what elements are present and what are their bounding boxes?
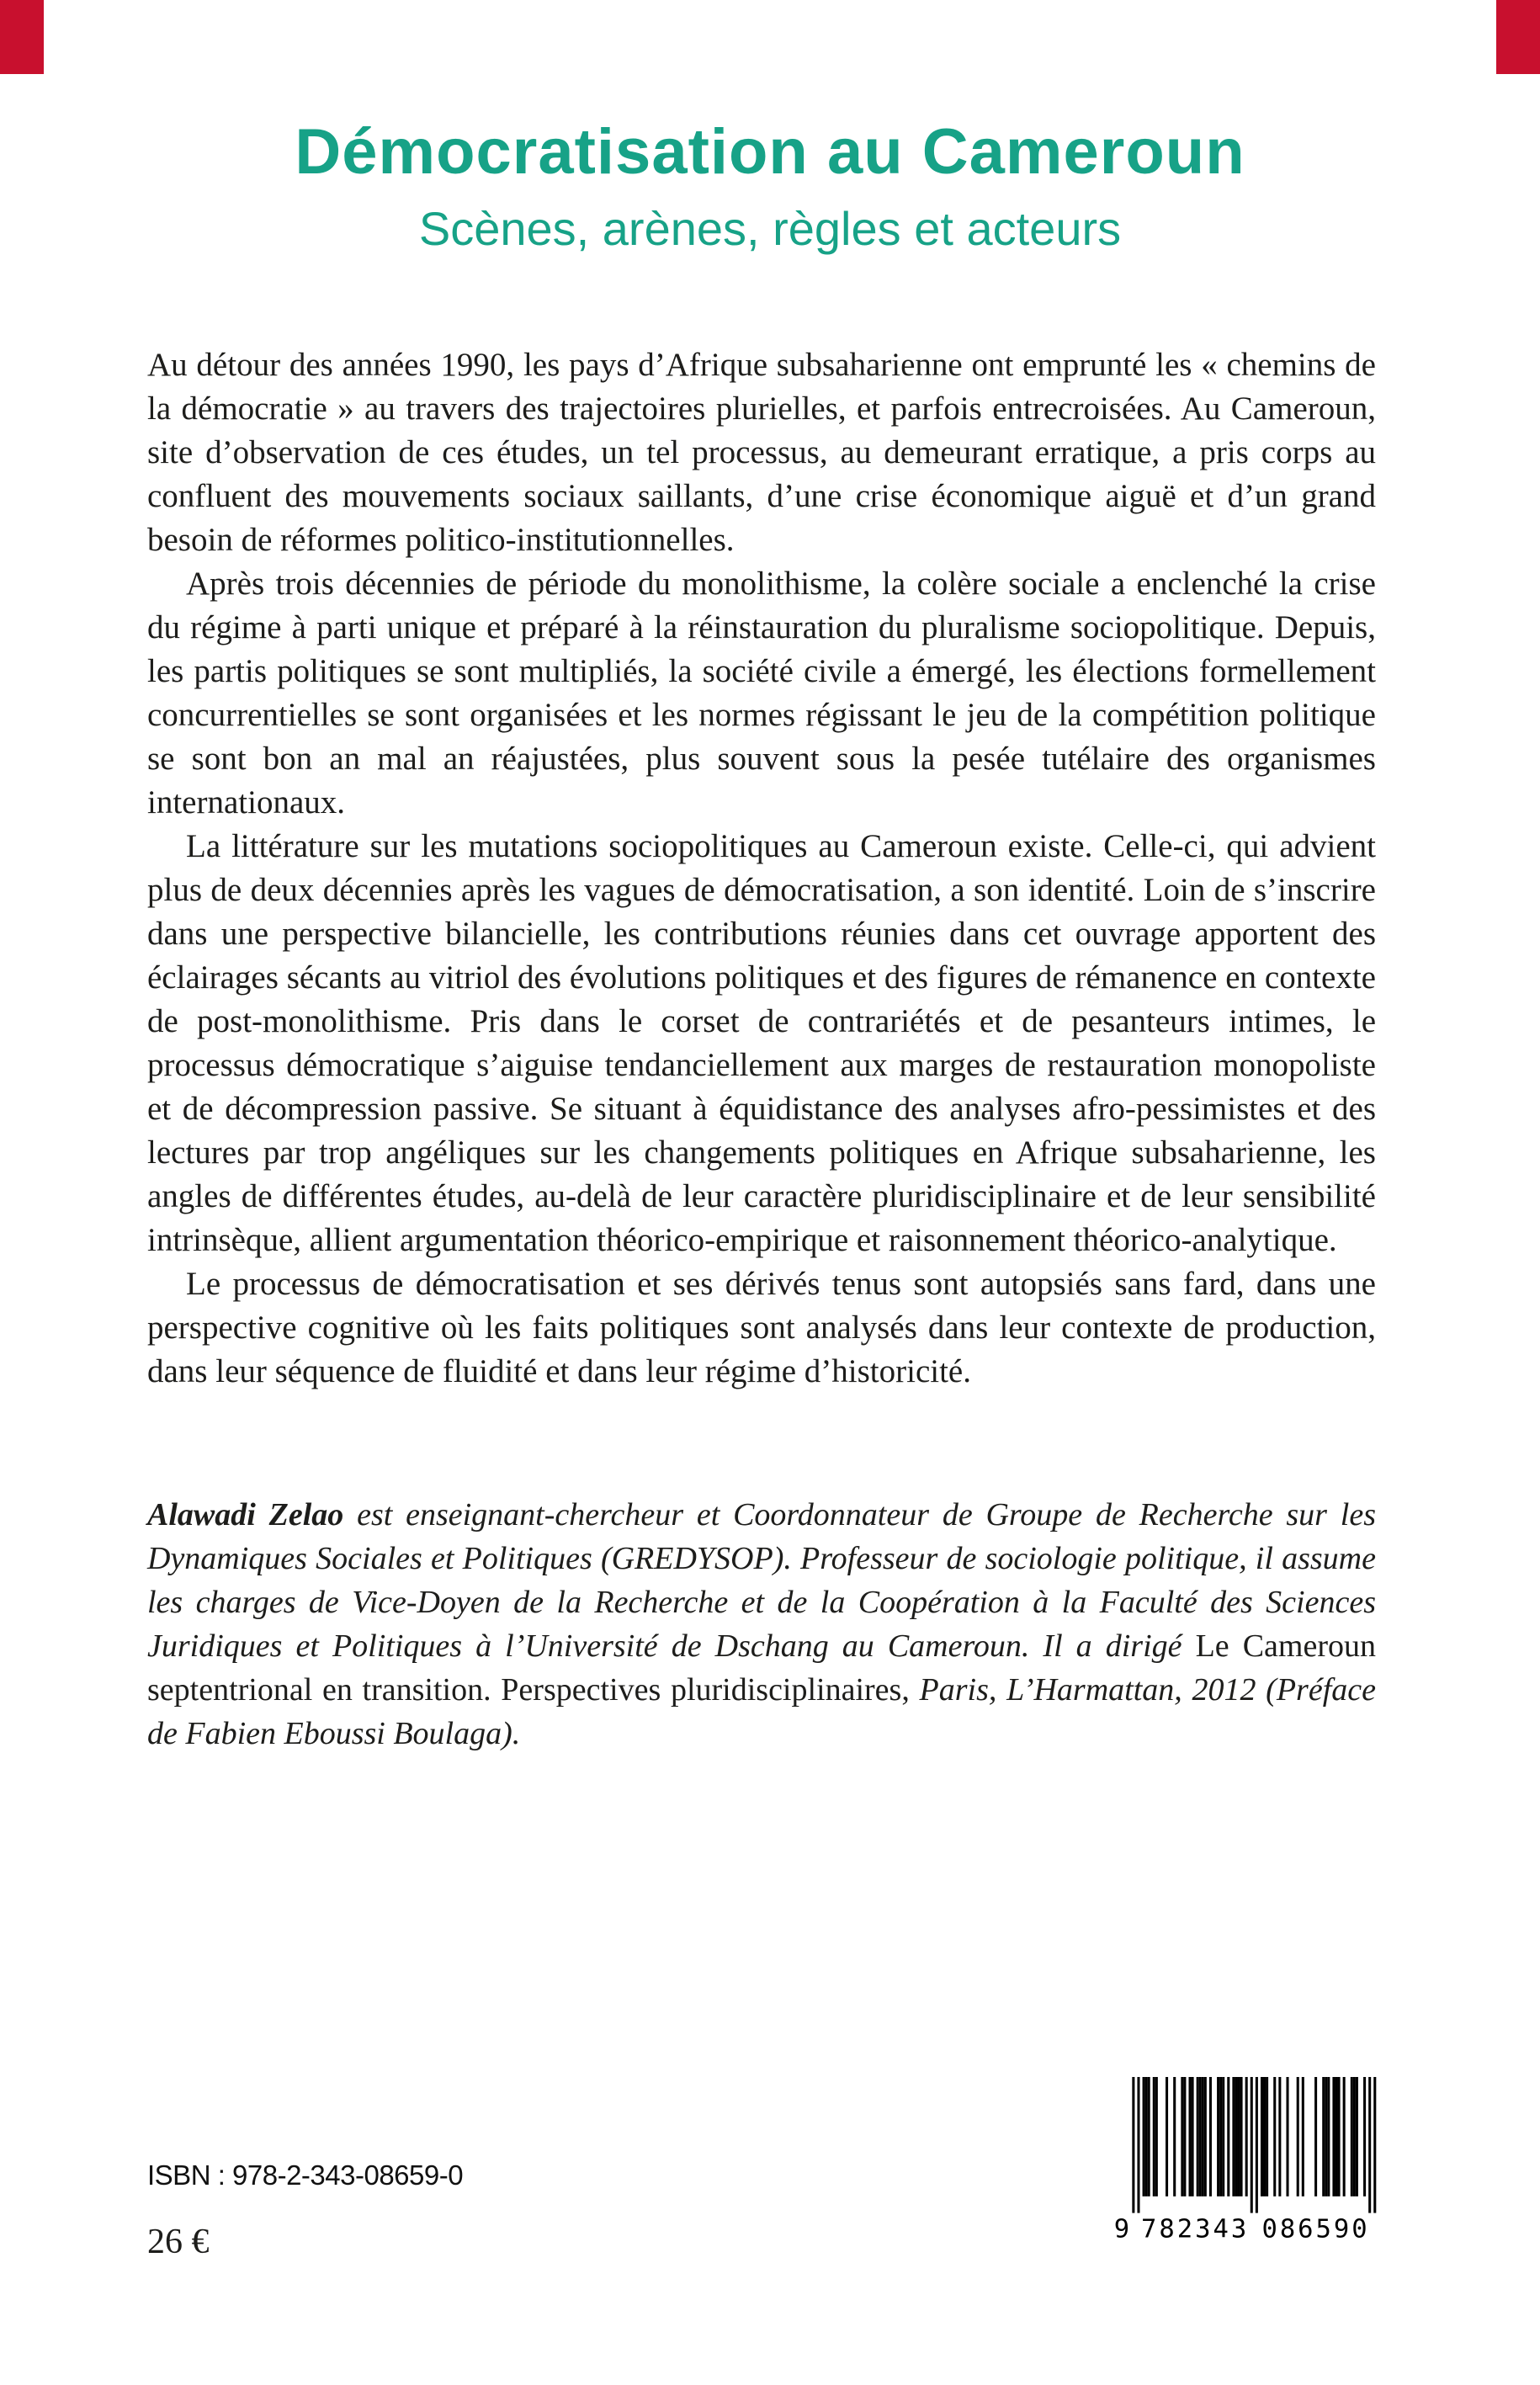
- ean13-barcode: [1113, 2077, 1378, 2242]
- svg-text:3: 3: [1230, 2214, 1247, 2242]
- corner-mark-top-right: [1496, 0, 1540, 74]
- book-subtitle: Scènes, arènes, règles et acteurs: [418, 202, 1122, 255]
- bio-text-1: est enseignant-chercheur et Coordonnateur de Groupe de Recherche sur les Dynamiques Sociales et Politiques (GREDYSOP). Professeur de sociologie politique, il assume les charges de Vice-Doyen de la Recherche et de la Coopération à la Faculté des Sciences Juridiques et Politiques à l’Université de Dschang au Cameroun. Il a dirigé: [147, 1497, 1376, 1664]
- svg-text:8: 8: [1279, 2214, 1296, 2242]
- synopsis-paragraph-3: La littérature sur les mutations sociopolitiques au Cameroun existe. Celle-ci, qui advient plus de deux décennies après les vagues de démocratisation, a son identité. Loin de s’inscrire dans une perspective bilancielle, les contributions réunies dans cet ouvrage apportent des éclairages sécants au vitriol des évolutions politiques et des figures de rémanence en contexte de post-monolithisme. Pris dans le corset de contrariétés et de pesanteurs intimes, le processus démocratique s’aiguise tendanciellement aux marges de restauration monopoliste et de décompression passive. Se situant à équidistance des analyses afro-pessimistes et des lectures par trop angéliques sur les changements politiques en Afrique subsaharienne, les angles de différentes études, au-delà de leur caractère pluridisciplinaire et de leur sensibilité intrinsèque, allient argumentation théorico-empirique et raisonnement théorico-analytique.: [147, 828, 1376, 1258]
- price-label: 26 €: [147, 2223, 210, 2261]
- svg-text:0: 0: [1351, 2214, 1367, 2242]
- bio-book-title: Le Cameroun septentrional en transition. Perspectives pluridisciplinaires,: [147, 1628, 1376, 1708]
- bio-text-2: Paris, L’Harmattan, 2012 (Préface de Fabien Eboussi Boulaga).: [147, 1672, 1376, 1751]
- synopsis-paragraph-4: Le processus de démocratisation et ses dérivés tenus sont autopsiés sans fard, dans une perspective cognitive où les faits politiques sont analysés dans leur contexte de production, dans leur séquence de fluidité et dans leur régime d’historicité.: [147, 1266, 1376, 1389]
- book-title: Démocratisation au Cameroun: [295, 116, 1245, 188]
- svg-text:4: 4: [1213, 2214, 1229, 2242]
- author-bio: [147, 1493, 1376, 1756]
- svg-text:9: 9: [1333, 2214, 1350, 2242]
- svg-text:8: 8: [1159, 2214, 1175, 2242]
- svg-text:6: 6: [1298, 2214, 1314, 2242]
- svg-text:5: 5: [1315, 2214, 1331, 2242]
- author-name: Alawadi Zelao: [147, 1497, 344, 1532]
- synopsis: [147, 343, 1376, 1394]
- ean13-barcode-svg: [1113, 2077, 1378, 2242]
- svg-text:3: 3: [1195, 2214, 1211, 2242]
- svg-text:9: 9: [1113, 2214, 1130, 2242]
- synopsis-paragraph-2: Après trois décennies de période du monolithisme, la colère sociale a enclenché la crise du régime à parti unique et préparé à la réinstauration du pluralisme sociopolitique. Depuis, les partis politiques se sont multipliés, la société civile a émergé, les élections formellement concurrentielles se sont organisées et les normes régissant le jeu de la compétition politique se sont bon an mal an réajustées, plus souvent sous la pesée tutélaire des organismes internationaux.: [147, 566, 1376, 821]
- svg-text:2: 2: [1176, 2214, 1193, 2242]
- svg-text:7: 7: [1140, 2214, 1157, 2242]
- synopsis-paragraph-1: Au détour des années 1990, les pays d’Afrique subsaharienne ont emprunté les « chemins de la démocratie » au travers des trajectoires plurielles, et parfois entrecroisées. Au Cameroun, site d’observation de ces études, un tel processus, au demeurant erratique, a pris corps au confluent des mouvements sociaux saillants, d’une crise économique aiguë et d’un grand besoin de réformes politico-institutionnelles.: [147, 347, 1376, 558]
- isbn-label: ISBN : 978-2-343-08659-0: [147, 2159, 464, 2191]
- svg-text:0: 0: [1261, 2214, 1277, 2242]
- corner-mark-top-left: [0, 0, 44, 74]
